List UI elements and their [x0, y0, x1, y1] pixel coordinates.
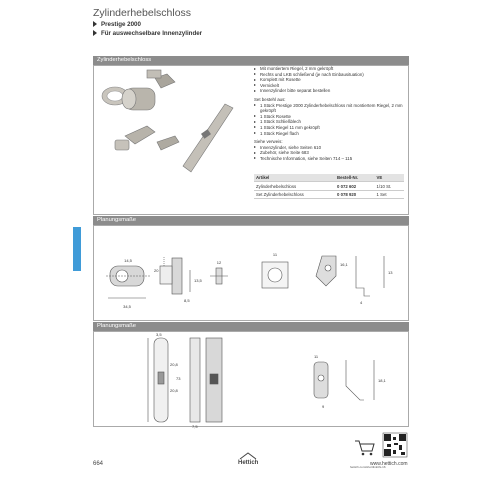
- qr-code-icon[interactable]: [383, 433, 407, 457]
- table-cell: 0 072 602: [335, 182, 375, 190]
- logo-mark-icon: [238, 452, 258, 460]
- bolt-image: [115, 126, 179, 150]
- section-bar-product: Zylinderhebelschloss: [93, 56, 409, 65]
- subtitle-1: Prestige 2000: [93, 21, 141, 28]
- planning-drawing-1: [94, 226, 408, 320]
- dim-label: 11: [272, 252, 278, 257]
- dim-label: 7,5: [192, 424, 198, 429]
- feature-item: Innenzylinder bitte separat bestellen: [254, 88, 404, 94]
- product-photo: [95, 66, 245, 214]
- table-row: [254, 182, 404, 190]
- strike-plate-image: [183, 104, 233, 172]
- table-cell: 0 078 920: [335, 190, 375, 198]
- feature-item: Mit montiertem Riegel, 2 mm gekröpft: [254, 66, 404, 72]
- see-item: Zubehör, siehe Seite 683: [254, 150, 404, 156]
- dim-label: 73: [176, 376, 181, 381]
- dim-label: 14,5: [124, 258, 132, 263]
- see-item: Technische Information, siehe Seiten 714 – 115: [254, 156, 404, 162]
- page-number: 664: [93, 461, 104, 467]
- set-item: 1 Stück Riegel flach: [254, 131, 404, 137]
- subtitle-2: Für auswechselbare Innenzylinder: [93, 30, 202, 37]
- cylinder-lock-image: [122, 70, 175, 110]
- table-header-cell: VE: [375, 174, 404, 182]
- table-header-cell: Bestell-Nr.: [335, 174, 375, 182]
- feature-item: Rechts und LKB schließend (je nach Einbausituation): [254, 72, 404, 78]
- feature-item: Vernickelt: [254, 83, 404, 89]
- dim-label: 11: [314, 354, 319, 359]
- qr-area: [353, 433, 409, 461]
- set-item: 1 Stück Riegel 11 mm gekröpft: [254, 125, 404, 131]
- dim-label: 16,1: [340, 262, 348, 267]
- dim-label: 18,1: [378, 378, 386, 383]
- dim-label: 8,5: [184, 298, 190, 303]
- dim-label: 12: [216, 260, 222, 265]
- feature-list: [254, 66, 404, 162]
- table-header-row: [254, 174, 404, 182]
- qr-link-label[interactable]: hettich.com/shortlink/zk-16: [350, 465, 386, 469]
- set-item: 1 Stück Schließblech: [254, 119, 404, 125]
- set-item: 1 Stück Rosette: [254, 114, 404, 120]
- table-cell: Zylinderhebelschloss: [254, 182, 335, 190]
- table-header-cell: Artikel: [254, 174, 335, 182]
- feature-item: Komplett mit Rosette: [254, 77, 404, 83]
- dim-label: 13,5: [194, 278, 202, 283]
- dim-label: 3,5: [156, 332, 162, 337]
- dim-label: 20,8: [170, 362, 178, 367]
- chapter-tab: [73, 227, 81, 271]
- dim-label: 13: [388, 270, 393, 275]
- triangle-bullet-icon: [93, 30, 97, 36]
- cart-icon: [355, 441, 374, 455]
- dim-label: 20,8: [170, 388, 178, 393]
- set-heading: Set bestehl aus:: [254, 96, 286, 102]
- table-cell: 1 Set: [375, 190, 404, 198]
- section-bar-planning-1: Planungsmaße: [93, 216, 409, 225]
- section-bar-planning-2: Planungsmaße: [93, 322, 409, 331]
- dim-label: 34,5: [123, 304, 131, 309]
- see-item: Innenzylinder, siehe Seiten 610: [254, 145, 404, 151]
- hettich-logo: Hettich: [238, 452, 258, 466]
- see-heading: Siehe verweis:: [254, 139, 283, 145]
- table-cell: 1/10 St.: [375, 182, 404, 190]
- footer-url[interactable]: www.hettich.com: [370, 461, 408, 467]
- page-title: Zylinderhebelschloss: [93, 7, 192, 19]
- dim-label: 20: [154, 268, 159, 273]
- set-item: 1 Stück Prestige 2000 Zylinderhebelschloss mit montiertem Riegel, 2 mm gekröpft: [254, 103, 404, 114]
- dim-label: 9: [322, 404, 325, 409]
- table-cell: Set Zylinderhebelschloss: [254, 190, 335, 198]
- triangle-bullet-icon: [93, 21, 97, 27]
- planning-drawing-2: [94, 332, 408, 429]
- dim-label: 4: [360, 300, 363, 305]
- table-row: [254, 190, 404, 198]
- article-table: [254, 174, 404, 199]
